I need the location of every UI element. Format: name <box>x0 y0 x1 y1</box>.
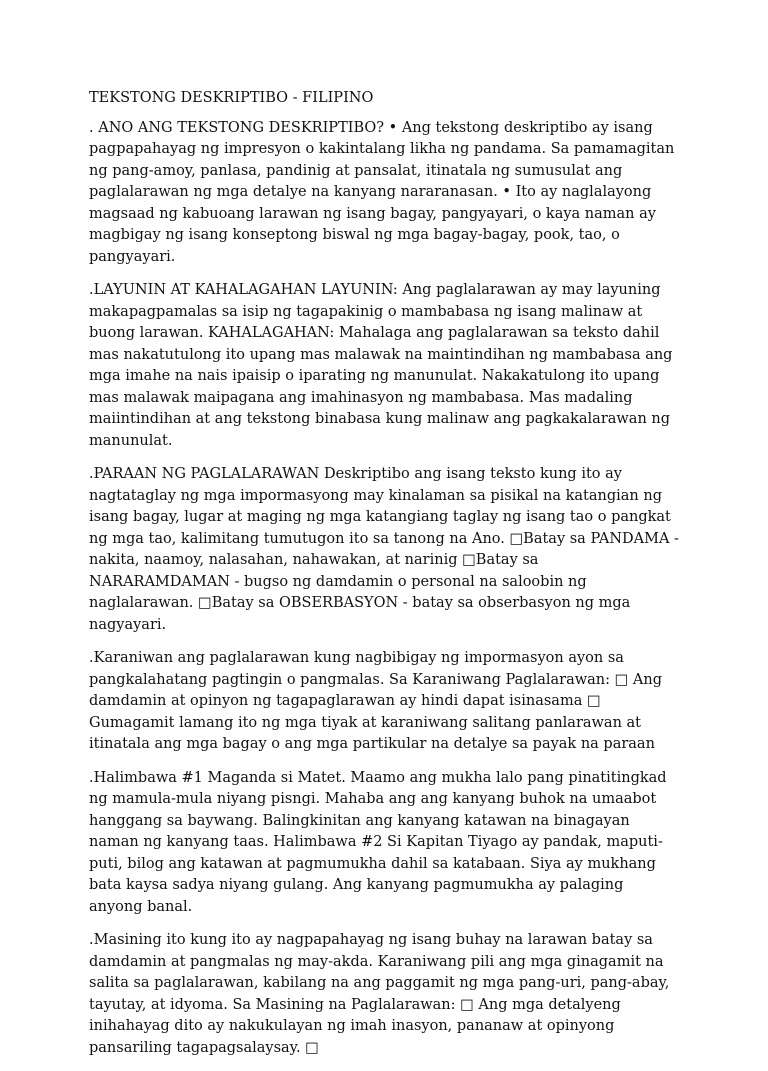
document-title: TEKSTONG DESKRIPTIBO - FILIPINO <box>89 90 374 106</box>
paragraph-purpose: .LAYUNIN AT KAHALAGAHAN LAYUNIN: Ang paglalarawan ay may layuning makapagpamalas sa isip ng tagapakinig o mambabasa ng isang malinaw at buong larawan. KAHALAGAHAN: Mahalaga ang paglalarawan sa teksto dahil mas nakatutulong ito upang mas malawak na maintindihan ng mambabasa ang mga imahe na nais ipaisip o iparating ng manunulat. Nakakatulong ito upang mas malawak maipagana ang imahinasyon ng mambabasa. Mas madaling maiintindihan at ang tekstong binabasa kung malinaw ang pagkakalarawan ng manunulat. <box>89 282 673 449</box>
paragraph-definition: . ANO ANG TEKSTONG DESKRIPTIBO? • Ang tekstong deskriptibo ay isang pagpapahayag ng impresyon o kakintalang likha ng pandama. Sa pamamagitan ng pang-amoy, panlasa, pandinig at pansalat, itinatala ng sumusulat ang paglalarawan ng mga detalye na kanyang nararanasan. • Ito ay naglalayong magsaad ng kabuoang larawan ng isang bagay, pangyayari, o kaya naman ay magbigay ng isang konseptong biswal ng mga bagay-bagay, pook, tao, o pangyayari. <box>89 119 675 265</box>
paragraph-ordinary: .Karaniwan ang paglalarawan kung nagbibigay ng impormasyon ayon sa pangkalahatang pagtingin o pangmalas. Sa Karaniwang Paglalarawan: □ Ang damdamin at opinyon ng tagapaglarawan ay hindi dapat isinasama □ Gumagamit lamang ito ng mga tiyak at karaniwang salitang panlarawan at itinatala ang mga bagay o ang mga partikular na detalye sa payak na paraan <box>89 650 663 752</box>
document-page <box>89 88 681 1071</box>
paragraph-examples: .Halimbawa #1 Maganda si Matet. Maamo ang mukha lalo pang pinatitingkad ng mamula-mula niyang pisngi. Mahaba ang ang kanyang buhok na umaabot hanggang sa baywang. Balingkinitan ang kanyang katawan na binagayan naman ng kanyang taas. Halimbawa #2 Si Kapitan Tiyago ay pandak, maputi-puti, bilog ang katawan at pagmumukha dahil sa katabaan. Siya ay mukhang bata kaysa sadya niyang gulang. Ang kanyang pagmumukha ay palaging anyong banal. <box>89 769 667 915</box>
paragraph-methods: .PARAAN NG PAGLALARAWAN Deskriptibo ang isang teksto kung ito ay nagtataglay ng mga impormasyong may kinalaman sa pisikal na katangian ng isang bagay, lugar at maging ng mga katangiang taglay ng isang tao o pangkat ng mga tao, kalimitang tumutugon ito sa tanong na Ano. □Batay sa PANDAMA - nakita, naamoy, nalasahan, nahawakan, at narinig □Batay sa NARARAMDAMAN - bugso ng damdamin o personal na saloobin ng naglalarawan. □Batay sa OBSERBASYON - batay sa obserbasyon ng mga nagyayari. <box>89 466 679 633</box>
paragraph-artistic: .Masining ito kung ito ay nagpapahayag ng isang buhay na larawan batay sa damdamin at pangmalas ng may-akda. Karaniwang pili ang mga ginagamit na salita sa paglalarawan, kabilang na ang paggamit ng mga pang-uri, pang-abay, tayutay, at idyoma. Sa Masining na Paglalarawan: □ Ang mga detalyeng inihahayag dito ay nakukulayan ng imah inasyon, pananaw at opinyong pansariling tagapagsalaysay. □ <box>89 932 670 1056</box>
